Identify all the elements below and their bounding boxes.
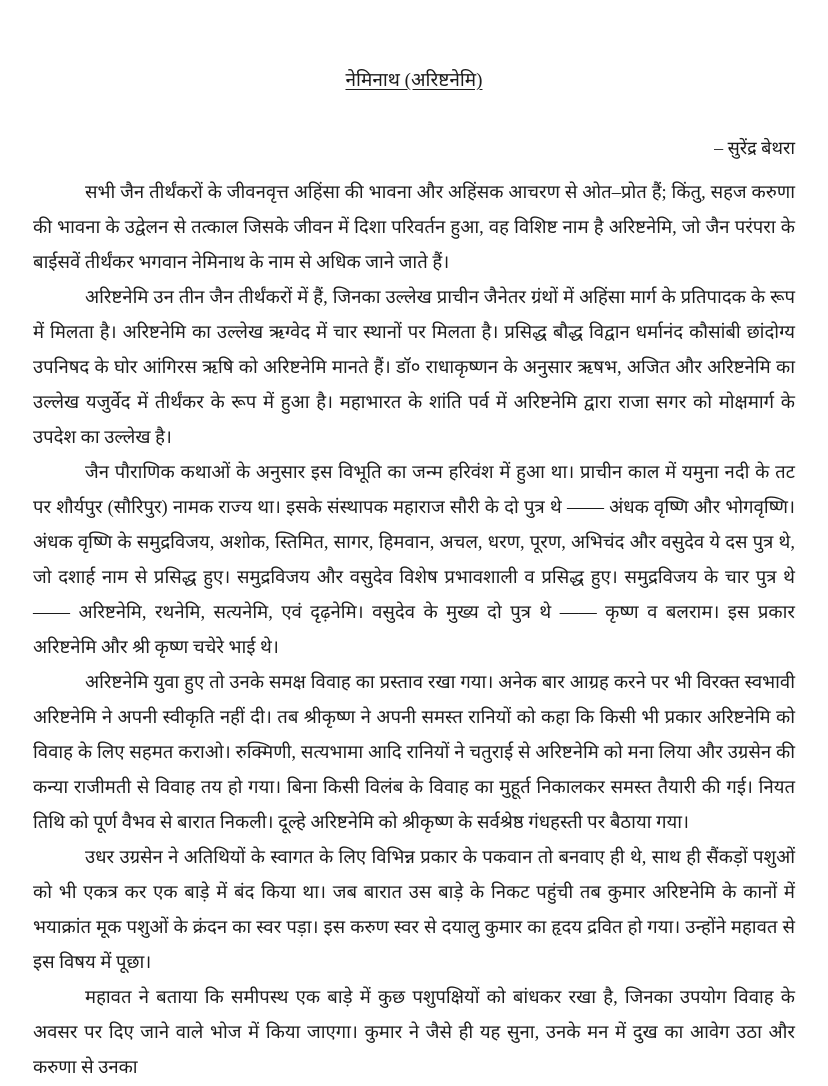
paragraph: उधर उग्रसेन ने अतिथियों के स्वागत के लिए विभिन्न प्रकार के पकवान तो बनवाए ही थे, साथ ही सैंकड़ों पशुओं को भी एकत्र कर एक बाड़े में बंद किया था। जब बारात उस बाड़े के निकट पहुंची तब कुमार अरिष्टनेमि के कानों में भयाक्रांत मूक पशुओं के क्रंदन का स्वर पड़ा। इस करुण स्वर से दयालु कुमार का हृदय द्रवित हो गया। उन्होंने महावत से इस विषय में पूछा। [33, 848, 795, 973]
paragraph: सभी जैन तीर्थंकरों के जीवनवृत्त अहिंसा की भावना और अहिंसक आचरण से ओत–प्रोत हैं; किंतु, सहज करुणा की भावना के उद्वेलन से तत्काल जिसके जीवन में दिशा परिवर्तन हुआ, वह विशिष्ट नाम है अरिष्टनेमि, जो जैन परंपरा के बाईसवें तीर्थंकर भगवान नेमिनाथ के नाम से अधिक जाने जाते हैं। [33, 183, 795, 273]
paragraph: जैन पौराणिक कथाओं के अनुसार इस विभूति का जन्म हरिवंश में हुआ था। प्राचीन काल में यमुना नदी के तट पर शौर्यपुर (सौरिपुर) नामक राज्य था। इसके संस्थापक महाराज सौरी के दो पुत्र थे —— अंधक वृष्णि और भोगवृष्णि। अंधक वृष्णि के समुद्रविजय, अशोक, स्तिमित, सागर, हिमवान, अचल, धरण, पूरण, अभिचंद और वसुदेव ये दस पुत्र थे, जो दशार्ह नाम से प्रसिद्ध हुए। समुद्रविजय और वसुदेव विशेष प्रभावशाली व प्रसिद्ध हुए। समुद्रविजय के चार पुत्र थे —— अरिष्टनेमि, रथनेमि, सत्यनेमि, एवं दृढ़नेमि। वसुदेव के मुख्य दो पुत्र थे —— कृष्ण व बलराम। इस प्रकार अरिष्टनेमि और श्री कृष्ण चचेरे भाई थे। [33, 463, 795, 658]
paragraph: महावत ने बताया कि समीपस्थ एक बाड़े में कुछ पशुपक्षियों को बांधकर रखा है, जिनका उपयोग विवाह के अवसर पर दिए जाने वाले भोज में किया जाएगा। कुमार ने जैसे ही यह सुना, उनके मन में दुख का आवेग उठा और करुणा से उनका [33, 988, 795, 1078]
paragraph: अरिष्टनेमि उन तीन जैन तीर्थंकरों में हैं, जिनका उल्लेख प्राचीन जैनेतर ग्रंथों में अहिंसा मार्ग के प्रतिपादक के रूप में मिलता है। अरिष्टनेमि का उल्लेख ऋग्वेद में चार स्थानों पर मिलता है। प्रसिद्ध बौद्ध विद्वान धर्मानंद कौसांबी छांदोग्य उपनिषद के घोर आंगिरस ऋषि को अरिष्टनेमि मानते हैं। डॉ० राधाकृष्णन के अनुसार ऋषभ, अजित और अरिष्टनेमि का उल्लेख यजुर्वेद में तीर्थंकर के रूप में हुआ है। महाभारत के शांति पर्व में अरिष्टनेमि द्वारा राजा सगर को मोक्षमार्ग के उपदेश का उल्लेख है। [33, 288, 795, 448]
paragraph: अरिष्टनेमि युवा हुए तो उनके समक्ष विवाह का प्रस्ताव रखा गया। अनेक बार आग्रह करने पर भी विरक्त स्वभावी अरिष्टनेमि ने अपनी स्वीकृति नहीं दी। तब श्रीकृष्ण ने अपनी समस्त रानियों को कहा कि किसी भी प्रकार अरिष्टनेमि को विवाह के लिए सहमत कराओ। रुक्मिणी, सत्यभामा आदि रानियों ने चतुराई से अरिष्टनेमि को मना लिया और उग्रसेन की कन्या राजीमती से विवाह तय हो गया। बिना किसी विलंब के विवाह का मुहूर्त निकालकर समस्त तैयारी की गई। नियत तिथि को पूर्ण वैभव से बारात निकली। दूल्हे अरिष्टनेमि को श्रीकृष्ण के सर्वश्रेष्ठ गंधहस्ती पर बैठाया गया। [33, 673, 795, 833]
document-body [33, 176, 795, 1086]
page-title: नेमिनाथ (अरिष्टनेमि) [345, 70, 483, 91]
author-byline: – सुरेंद्र बेथरा [714, 138, 795, 158]
